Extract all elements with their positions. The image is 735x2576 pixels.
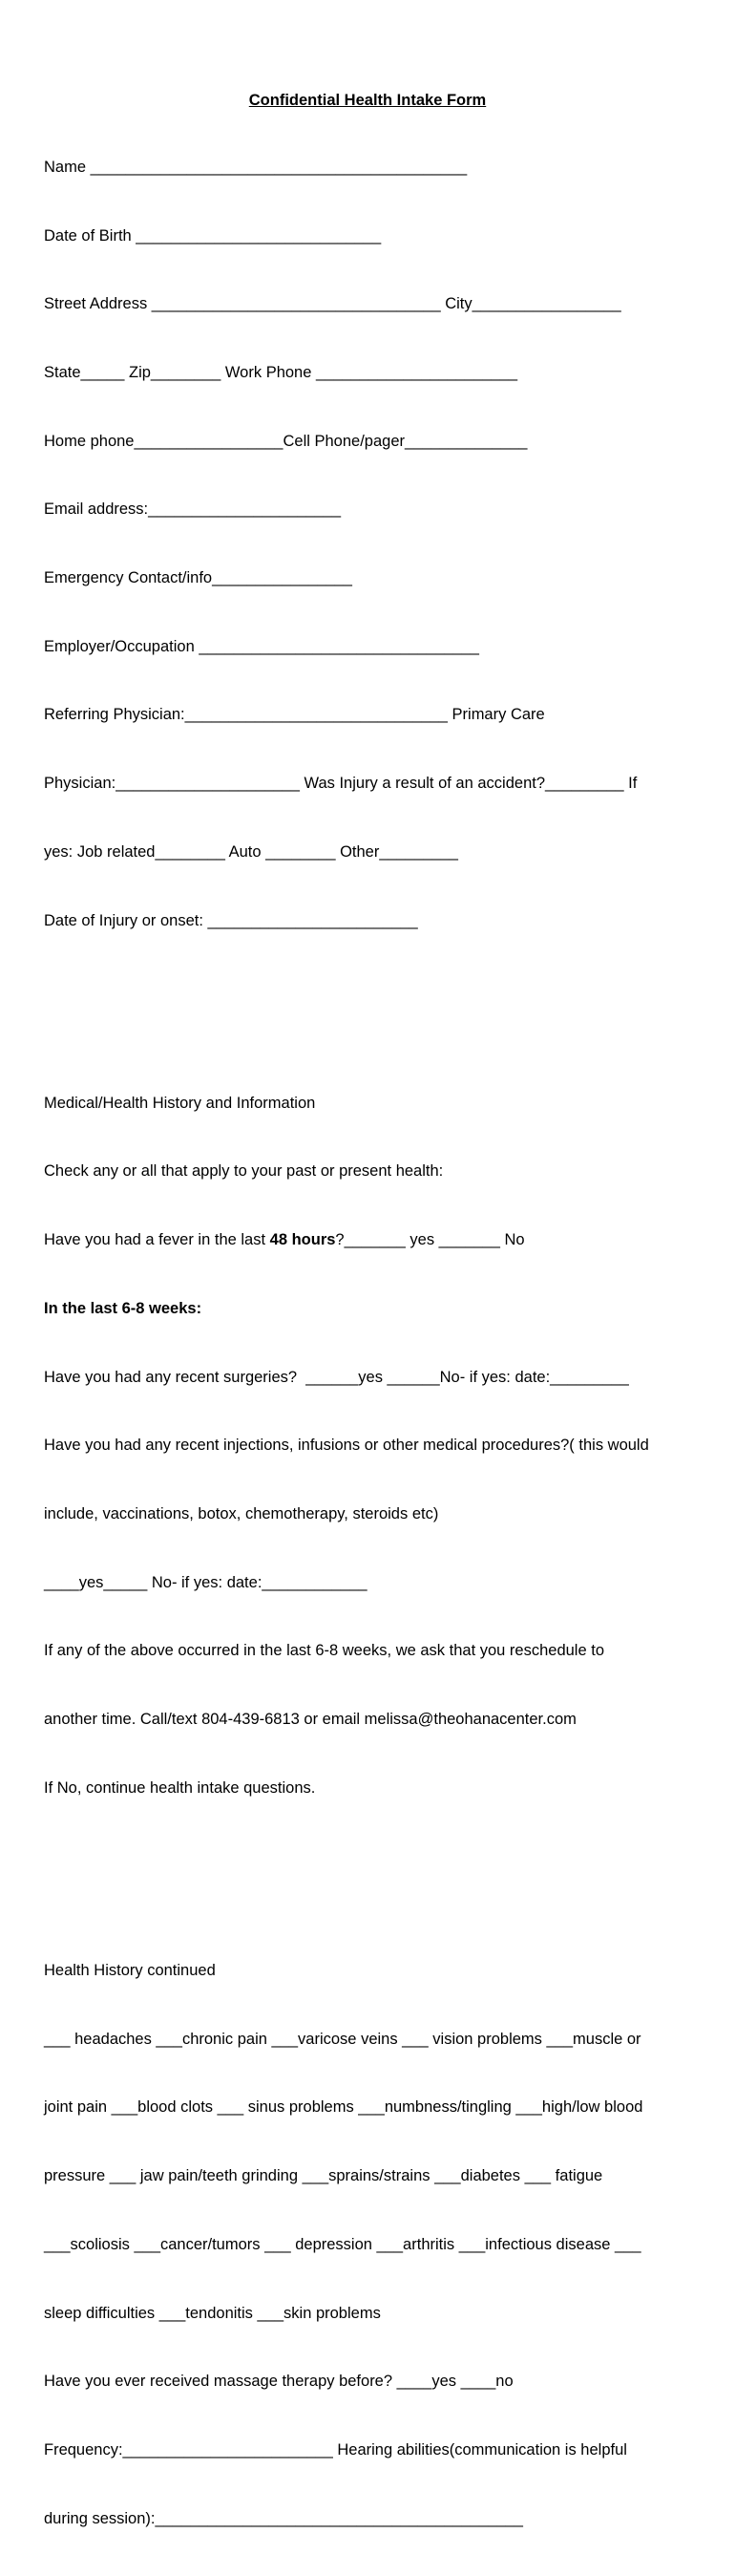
surgeries-question-line[interactable]: Have you had any recent surgeries? ______yes ______No- if yes: date:_________: [44, 1368, 629, 1386]
reschedule-notice: If any of the above occurred in the last 6-8 weeks, we ask that you reschedule to: [44, 1642, 604, 1660]
spacer: [44, 1868, 712, 1891]
check-instructions: Check any or all that apply to your past or present health:: [44, 1162, 444, 1181]
employer-occupation-line[interactable]: Employer/Occupation ________________________________: [44, 637, 479, 655]
medical-history-heading: Medical/Health History and Information: [44, 1094, 316, 1112]
email-address-line[interactable]: Email address:______________________: [44, 500, 342, 519]
injections-question-line: Have you had any recent injections, infusions or other medical procedures?( this would: [44, 1437, 649, 1455]
continue-instruction: If No, continue health intake questions.: [44, 1778, 316, 1797]
fever-question-prefix: Have you had a fever in the last: [44, 1231, 270, 1249]
spacer: [44, 1001, 712, 1024]
massage-therapy-question[interactable]: Have you ever received massage therapy before? ____yes ____no: [44, 2373, 514, 2391]
during-session-line[interactable]: during session):__________________________________________: [44, 2509, 523, 2527]
fever-hours-emphasis: 48 hours: [269, 1231, 336, 1249]
condition-checklist-line[interactable]: ___scoliosis ___cancer/tumors ___ depression ___arthritis ___infectious disease ___: [44, 2235, 641, 2253]
condition-checklist-line[interactable]: ___ headaches ___chronic pain ___varicose veins ___ vision problems ___muscle or: [44, 2030, 641, 2048]
health-history-heading: Health History continued: [44, 1962, 216, 1980]
form-body: [44, 111, 712, 2576]
emergency-contact-line[interactable]: Emergency Contact/info________________: [44, 569, 352, 587]
last-weeks-label: In the last 6-8 weeks:: [44, 1299, 202, 1317]
contact-info-line: another time. Call/text 804-439-6813 or email melissa@theohanacenter.com: [44, 1711, 577, 1729]
last-weeks-heading: [44, 1298, 712, 1321]
fever-question-line[interactable]: [44, 1229, 712, 1252]
form-title: Confidential Health Intake Form: [248, 92, 487, 109]
condition-checklist-line[interactable]: joint pain ___blood clots ___ sinus problems ___numbness/tingling ___high/low blood: [44, 2098, 643, 2117]
fever-question-answers[interactable]: ?_______ yes _______ No: [335, 1231, 525, 1249]
injections-answer-line[interactable]: ____yes_____ No- if yes: date:____________: [44, 1573, 368, 1591]
state-zip-work-phone-line[interactable]: State_____ Zip________ Work Phone _______________________: [44, 363, 518, 381]
frequency-hearing-line[interactable]: Frequency:________________________ Hearing abilities(communication is helpful: [44, 2440, 627, 2459]
injury-type-line[interactable]: yes: Job related________ Auto ________ Other_________: [44, 842, 458, 861]
date-of-injury-line[interactable]: Date of Injury or onset: ________________________: [44, 911, 418, 929]
condition-checklist-line[interactable]: sleep difficulties ___tendonitis ___skin problems: [44, 2304, 381, 2322]
name-field-line[interactable]: Name ___________________________________________: [44, 158, 468, 176]
street-address-line[interactable]: Street Address _________________________________ City_________________: [44, 295, 621, 313]
condition-checklist-line[interactable]: pressure ___ jaw pain/teeth grinding ___sprains/strains ___diabetes ___ fatigue: [44, 2167, 603, 2185]
primary-care-accident-line[interactable]: Physician:_____________________ Was Injury a result of an accident?_________ If: [44, 775, 638, 793]
referring-physician-line[interactable]: Referring Physician:______________________________ Primary Care: [44, 706, 545, 724]
injections-question-continued: include, vaccinations, botox, chemotherapy, steroids etc): [44, 1504, 439, 1522]
home-cell-phone-line[interactable]: Home phone_________________Cell Phone/pager______________: [44, 432, 528, 450]
date-of-birth-line[interactable]: Date of Birth ____________________________: [44, 226, 382, 245]
